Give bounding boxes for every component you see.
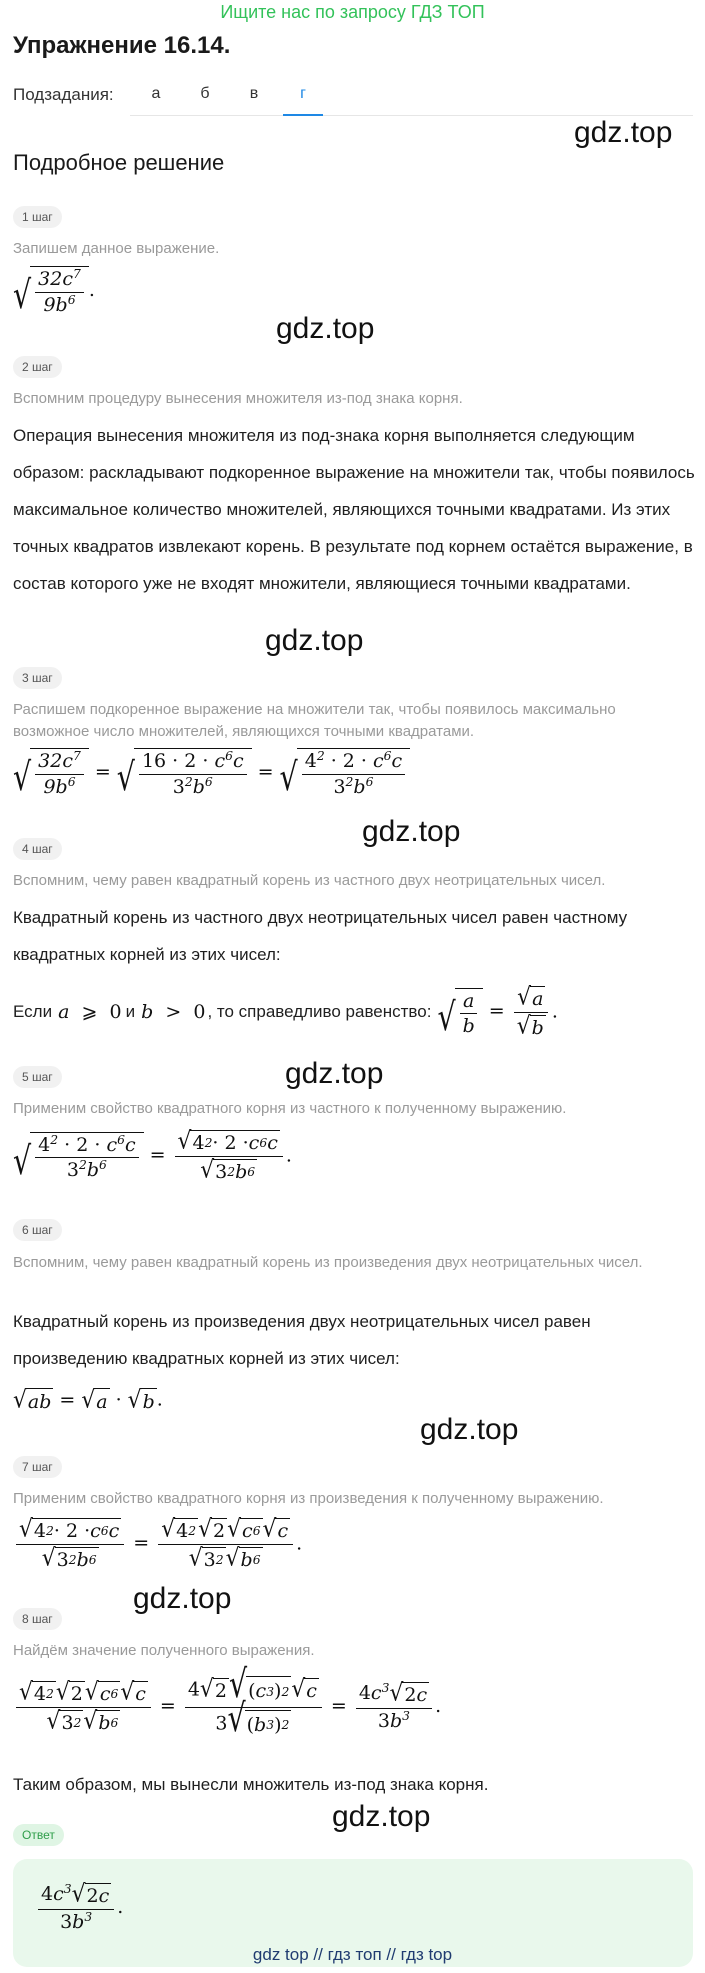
tab-a[interactable]: а [151,85,161,102]
conclusion-text: Таким образом, мы вынесли множитель из-под знака корня. [13,1775,489,1794]
condition-suffix: , то справедливо равенство: [207,1002,432,1022]
condition-line: Если a ⩾ 0 и b > 0 , то справедливо равенство: √ $\frac{a}{b}$ = √ a √ b . [13,983,558,1041]
subtasks-label: Подзадания: [13,85,114,104]
step-label: 4 шаг [13,838,62,860]
formula-step8: √ 4 2 √ 2 √ c 6 √ c √ 3 2 √ b 6 = 4 √ 2 √ ( c 3 ) 2 √ c 3 √ ( b 3 ) 2 = $4c^3$ √ 2 c $3b^3$ . [13,1676,441,1738]
footer-links[interactable]: gdz top // гдз топ // гдз top [252,1945,453,1964]
formula-step5: √ $\frac{4^2 \cdot 2 \cdot c^6c}{3^2b^6}$ = √ 4 2 · 2 · c 6 c √ 3 2 b 6 . [13,1127,292,1185]
promo-banner[interactable]: Ищите нас по запросу ГДЗ ТОП [220,2,485,22]
step-label: 1 шаг [13,206,62,228]
watermark: gdz.top [265,624,364,657]
tab-b[interactable]: б [200,85,210,102]
step-hint: Найдём значение полученного выражения. [13,1642,315,1659]
watermark: gdz.top [332,1800,431,1833]
step-label: 8 шаг [13,1608,62,1630]
condition-prefix: Если [13,1002,53,1022]
tab-g[interactable]: г [283,85,323,116]
step-text: Квадратный корень из произведения двух неотрицательных чисел равен произведению квадратных корней из этих чисел: [13,1312,591,1368]
subtasks-tabs [130,82,693,116]
solution-heading: Подробное решение [13,150,225,175]
answer-label: Ответ [13,1824,64,1846]
formula-product-rule: √ ab = √ a · √ b . [13,1386,163,1415]
step-hint: Применим свойство квадратного корня из произведения к полученному выражению. [13,1490,604,1507]
step-text: Квадратный корень из частного двух неотрицательных чисел равен частному квадратных корней из этих чисел: [13,908,628,964]
step-label: 3 шаг [13,667,62,689]
formula-step7: √ 4 2 · 2 · c 6 c √ 3 2 b 6 = √ 4 2 √ 2 √ c 6 √ c √ 3 2 √ b 6 . [13,1518,302,1571]
step-label: 6 шаг [13,1219,62,1241]
watermark: gdz.top [285,1057,384,1090]
step-hint: Вспомним, чему равен квадратный корень из частного двух неотрицательных чисел. [13,872,606,889]
step-label: 2 шаг [13,356,62,378]
watermark: gdz.top [133,1582,232,1615]
step-label: 5 шаг [13,1066,62,1088]
step-hint: Применим свойство квадратного корня из частного к полученному выражению. [13,1100,567,1117]
formula-step1: √ $\frac{32c^7}{9b^6}$ . [13,267,95,318]
step-text: Операция вынесения множителя из под-знака корня выполняется следующим образом: раскладывают подкоренное выражение на множители так, чтобы появилось максимальное количество множителей, являющихся точными квадратами. Из этих точных квадратов извлекают корень. В результате под корнем остаётся выражение, в состав которого уже не входят множители, являющиеся точными квадратами. [13,426,695,593]
step-hint: Запишем данное выражение. [13,240,220,257]
formula-quotient-rule: √ $\frac{a}{b}$ = √ a √ b . [437,983,558,1041]
step-hint: Вспомним, чему равен квадратный корень из произведения двух неотрицательных чисел. [13,1254,643,1271]
tab-v[interactable]: в [249,85,259,102]
step-label: 7 шаг [13,1456,62,1478]
page-title: Упражнение 16.14. [13,32,231,59]
watermark: gdz.top [574,116,673,149]
formula-step3: √ $\frac{32c^7}{9b^6}$ = √ $\frac{16 \cdot 2 \cdot c^6c}{3^2b^6}$ = √ $\frac{4^2 \cdot 2 \cdot c^6c}{3^2b^6}$ [13,748,410,798]
watermark: gdz.top [276,312,375,345]
step-hint: Распишем подкоренное выражение на множители так, чтобы появилось максимально возможное число множителей, являющихся точными квадратами. [13,701,616,740]
answer-formula: $4c^3$ √ 2 c $3b^3$ . [35,1883,123,1933]
watermark: gdz.top [420,1413,519,1446]
condition-and: и [125,1002,136,1022]
watermark: gdz.top [362,815,461,848]
step-hint: Вспомним процедуру вынесения множителя из-под знака корня. [13,390,463,407]
